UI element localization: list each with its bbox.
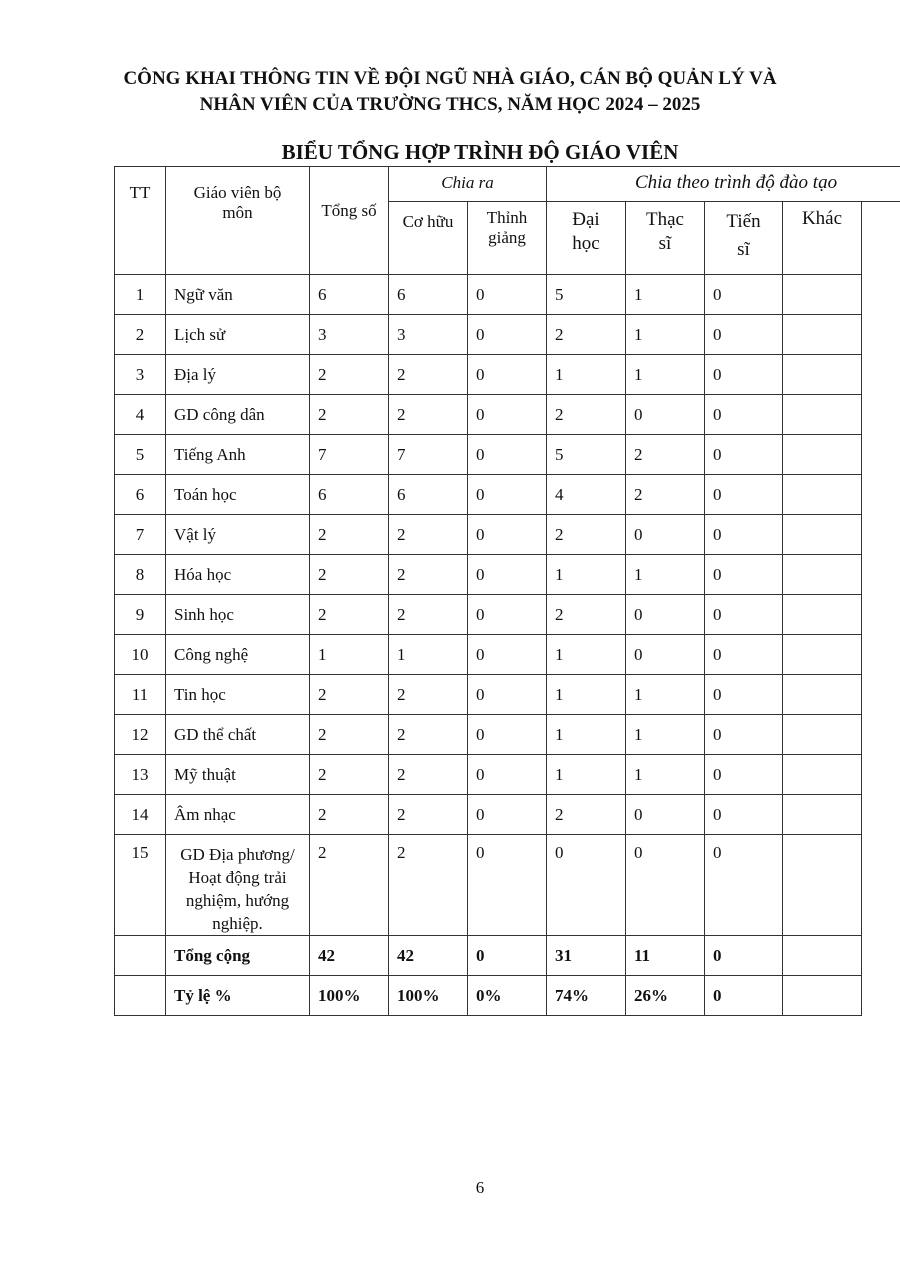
cell-tien-si: 0	[705, 315, 783, 355]
cell-thinh-giang: 0	[468, 355, 547, 395]
cell-dai-hoc: 1	[547, 555, 626, 595]
cell-subject: Âm nhạc	[166, 795, 310, 835]
cell-tt: 6	[115, 475, 166, 515]
cell-co-huu: 2	[389, 355, 468, 395]
cell-tien-si: 0	[705, 835, 783, 936]
cell-thac-si: 1	[626, 715, 705, 755]
cell-dai-hoc: 1	[547, 675, 626, 715]
cell-dai-hoc: 1	[547, 755, 626, 795]
cell-dai-hoc: 2	[547, 595, 626, 635]
cell-total: 2	[310, 355, 389, 395]
cell-khac	[783, 355, 862, 395]
cell-total: 2	[310, 835, 389, 936]
cell-subject: Mỹ thuật	[166, 755, 310, 795]
cell-thinh-giang: 0	[468, 555, 547, 595]
cell-tien-si: 0	[705, 795, 783, 835]
cell-total: 2	[310, 715, 389, 755]
table-row	[115, 395, 900, 435]
header-thac-si	[626, 202, 705, 275]
cell-tt: 15	[115, 835, 166, 936]
cell-thac-si: 1	[626, 275, 705, 315]
cell-dai-hoc: 5	[547, 275, 626, 315]
table-row	[115, 475, 900, 515]
cell-dai-hoc: 2	[547, 795, 626, 835]
cell-thinh-giang: 0	[468, 435, 547, 475]
header-thinh-giang	[468, 202, 547, 275]
header-tien-si	[705, 202, 783, 275]
table-row	[115, 555, 900, 595]
cell-subject: Ngữ văn	[166, 275, 310, 315]
cell-total: 100%	[310, 976, 389, 1016]
cell-thinh-giang: 0	[468, 936, 547, 976]
cell-khac	[783, 595, 862, 635]
header-subject	[166, 167, 310, 275]
header-khac: Khác	[783, 202, 862, 275]
cell-tt: 8	[115, 555, 166, 595]
cell-total: 6	[310, 475, 389, 515]
cell-tt: 5	[115, 435, 166, 475]
header-thac-si-line2: sĩ	[658, 233, 672, 254]
cell-dai-hoc: 2	[547, 515, 626, 555]
cell-tt: 10	[115, 635, 166, 675]
total-row	[115, 936, 900, 976]
cell-thinh-giang: 0	[468, 715, 547, 755]
cell-tt: 3	[115, 355, 166, 395]
table-row	[115, 795, 900, 835]
cell-dai-hoc: 4	[547, 475, 626, 515]
header-thac-si-line1: Thạc	[646, 209, 684, 230]
cell-tt: 13	[115, 755, 166, 795]
header-thinh-giang-line1: Thỉnh	[486, 208, 528, 227]
cell-dai-hoc: 5	[547, 435, 626, 475]
cell-tien-si: 0	[705, 715, 783, 755]
teacher-qualification-table	[114, 166, 900, 1016]
document-title-line2: NHÂN VIÊN CỦA TRƯỜNG THCS, NĂM HỌC 2024 – 2025	[199, 94, 701, 115]
cell-total: 2	[310, 395, 389, 435]
cell-co-huu: 3	[389, 315, 468, 355]
header-tt: TT	[115, 167, 166, 275]
cell-subject: Sinh học	[166, 595, 310, 635]
header-group-chia-ra: Chia ra	[389, 167, 547, 202]
cell-subject-line1: GD Địa phương/	[180, 845, 295, 864]
cell-total: 42	[310, 936, 389, 976]
cell-co-huu: 100%	[389, 976, 468, 1016]
cell-thac-si: 1	[626, 555, 705, 595]
cell-co-huu: 2	[389, 515, 468, 555]
cell-tien-si: 0	[705, 755, 783, 795]
cell-khac	[783, 475, 862, 515]
cell-dai-hoc: 31	[547, 936, 626, 976]
cell-dai-hoc: 74%	[547, 976, 626, 1016]
page-number: 6	[475, 1178, 485, 1197]
cell-tien-si: 0	[705, 355, 783, 395]
cell-subject: Lịch sử	[166, 315, 310, 355]
cell-dai-hoc: 1	[547, 635, 626, 675]
cell-thinh-giang: 0	[468, 755, 547, 795]
cell-subject	[166, 835, 310, 936]
cell-subject-line3: nghiệm, hướng	[185, 891, 290, 910]
cell-thinh-giang: 0%	[468, 976, 547, 1016]
header-thinh-giang-line2: giảng	[488, 228, 526, 247]
table-row	[115, 355, 900, 395]
cell-total: 6	[310, 275, 389, 315]
cell-khac	[783, 635, 862, 675]
cell-subject-line2: Hoạt động trải	[188, 868, 287, 887]
cell-subject: Công nghệ	[166, 635, 310, 675]
cell-thac-si: 0	[626, 395, 705, 435]
table-row	[115, 275, 900, 315]
table-row	[115, 435, 900, 475]
cell-tien-si: 0	[705, 515, 783, 555]
cell-tt: 4	[115, 395, 166, 435]
cell-tien-si: 0	[705, 675, 783, 715]
cell-subject: GD công dân	[166, 395, 310, 435]
cell-subject: Vật lý	[166, 515, 310, 555]
header-dai-hoc	[547, 202, 626, 275]
cell-co-huu: 42	[389, 936, 468, 976]
cell-subject: Tin học	[166, 675, 310, 715]
header-tien-si-line2: sĩ	[737, 239, 750, 260]
cell-tien-si: 0	[705, 275, 783, 315]
cell-subject-line4: nghiệp.	[212, 914, 263, 933]
cell-co-huu: 6	[389, 475, 468, 515]
cell-tien-si: 0	[705, 435, 783, 475]
cell-khac	[783, 275, 862, 315]
cell-thinh-giang: 0	[468, 275, 547, 315]
table-row	[115, 675, 900, 715]
cell-thac-si: 2	[626, 475, 705, 515]
cell-label: Tỷ lệ %	[166, 976, 310, 1016]
cell-thinh-giang: 0	[468, 675, 547, 715]
table-row	[115, 315, 900, 355]
cell-khac	[783, 435, 862, 475]
cell-thac-si: 26%	[626, 976, 705, 1016]
cell-co-huu: 2	[389, 555, 468, 595]
cell-thac-si: 0	[626, 635, 705, 675]
cell-dai-hoc: 1	[547, 355, 626, 395]
cell-thinh-giang: 0	[468, 595, 547, 635]
header-co-huu: Cơ hữu	[389, 202, 468, 275]
cell-thac-si: 0	[626, 835, 705, 936]
cell-total: 7	[310, 435, 389, 475]
cell-subject: Toán học	[166, 475, 310, 515]
cell-total: 2	[310, 755, 389, 795]
cell-tt: 1	[115, 275, 166, 315]
cell-dai-hoc: 2	[547, 315, 626, 355]
cell-thac-si: 11	[626, 936, 705, 976]
cell-thinh-giang: 0	[468, 315, 547, 355]
cell-co-huu: 2	[389, 755, 468, 795]
header-subject-line2: môn	[222, 203, 253, 222]
cell-thinh-giang: 0	[468, 515, 547, 555]
cell-co-huu: 1	[389, 635, 468, 675]
table-row	[115, 755, 900, 795]
header-dai-hoc-line1: Đại	[572, 209, 600, 230]
cell-subject: GD thể chất	[166, 715, 310, 755]
cell-thinh-giang: 0	[468, 835, 547, 936]
header-row-top	[115, 167, 900, 202]
cell-thinh-giang: 0	[468, 795, 547, 835]
cell-co-huu: 2	[389, 675, 468, 715]
cell-dai-hoc: 0	[547, 835, 626, 936]
cell-thac-si: 1	[626, 755, 705, 795]
cell-tt: 12	[115, 715, 166, 755]
cell-total: 2	[310, 515, 389, 555]
cell-khac	[783, 315, 862, 355]
cell-tt: 9	[115, 595, 166, 635]
cell-co-huu: 2	[389, 395, 468, 435]
cell-total: 2	[310, 555, 389, 595]
cell-tien-si: 0	[705, 936, 783, 976]
percent-row	[115, 976, 900, 1016]
cell-thac-si: 2	[626, 435, 705, 475]
cell-thac-si: 0	[626, 595, 705, 635]
cell-khac	[783, 715, 862, 755]
cell-khac	[783, 835, 862, 936]
cell-tt: 11	[115, 675, 166, 715]
cell-subject: Hóa học	[166, 555, 310, 595]
cell-tt	[115, 936, 166, 976]
cell-thac-si: 1	[626, 315, 705, 355]
header-total: Tổng số	[310, 167, 389, 275]
cell-total: 2	[310, 675, 389, 715]
cell-khac	[783, 795, 862, 835]
cell-thac-si: 1	[626, 355, 705, 395]
cell-co-huu: 2	[389, 835, 468, 936]
cell-khac	[783, 755, 862, 795]
cell-label: Tổng cộng	[166, 936, 310, 976]
cell-khac	[783, 395, 862, 435]
cell-co-huu: 2	[389, 715, 468, 755]
cell-dai-hoc: 2	[547, 395, 626, 435]
cell-tien-si: 0	[705, 976, 783, 1016]
table-row-15	[115, 835, 900, 936]
cell-subject: Tiếng Anh	[166, 435, 310, 475]
cell-khac	[783, 976, 862, 1016]
cell-co-huu: 7	[389, 435, 468, 475]
cell-thinh-giang: 0	[468, 395, 547, 435]
cell-thinh-giang: 0	[468, 635, 547, 675]
cell-tt	[115, 976, 166, 1016]
cell-khac	[783, 515, 862, 555]
cell-subject: Địa lý	[166, 355, 310, 395]
header-subject-line1: Giáo viên bộ	[193, 183, 282, 202]
table-row	[115, 595, 900, 635]
cell-dai-hoc: 1	[547, 715, 626, 755]
table-title: BIỂU TỔNG HỢP TRÌNH ĐỘ GIÁO VIÊN	[281, 140, 679, 164]
table-row	[115, 515, 900, 555]
cell-thac-si: 0	[626, 515, 705, 555]
cell-total: 2	[310, 595, 389, 635]
cell-tien-si: 0	[705, 595, 783, 635]
cell-tien-si: 0	[705, 475, 783, 515]
cell-thac-si: 0	[626, 795, 705, 835]
cell-tt: 7	[115, 515, 166, 555]
table-row	[115, 715, 900, 755]
cell-total: 2	[310, 795, 389, 835]
cell-co-huu: 6	[389, 275, 468, 315]
cell-khac	[783, 555, 862, 595]
data-rows	[115, 275, 900, 835]
cell-khac	[783, 936, 862, 976]
table-row	[115, 635, 900, 675]
cell-tien-si: 0	[705, 555, 783, 595]
document-title-line1: CÔNG KHAI THÔNG TIN VỀ ĐỘI NGŨ NHÀ GIÁO, CÁN BỘ QUẢN LÝ VÀ	[123, 68, 777, 89]
cell-tt: 2	[115, 315, 166, 355]
cell-tien-si: 0	[705, 635, 783, 675]
cell-thinh-giang: 0	[468, 475, 547, 515]
cell-total: 3	[310, 315, 389, 355]
cell-tt: 14	[115, 795, 166, 835]
header-tien-si-line1: Tiến	[726, 211, 761, 232]
header-group-trinh-do: Chia theo trình độ đào tạo	[547, 167, 900, 202]
cell-co-huu: 2	[389, 595, 468, 635]
cell-co-huu: 2	[389, 795, 468, 835]
cell-khac	[783, 675, 862, 715]
header-dai-hoc-line2: học	[572, 233, 600, 254]
cell-thac-si: 1	[626, 675, 705, 715]
cell-tien-si: 0	[705, 395, 783, 435]
cell-total: 1	[310, 635, 389, 675]
